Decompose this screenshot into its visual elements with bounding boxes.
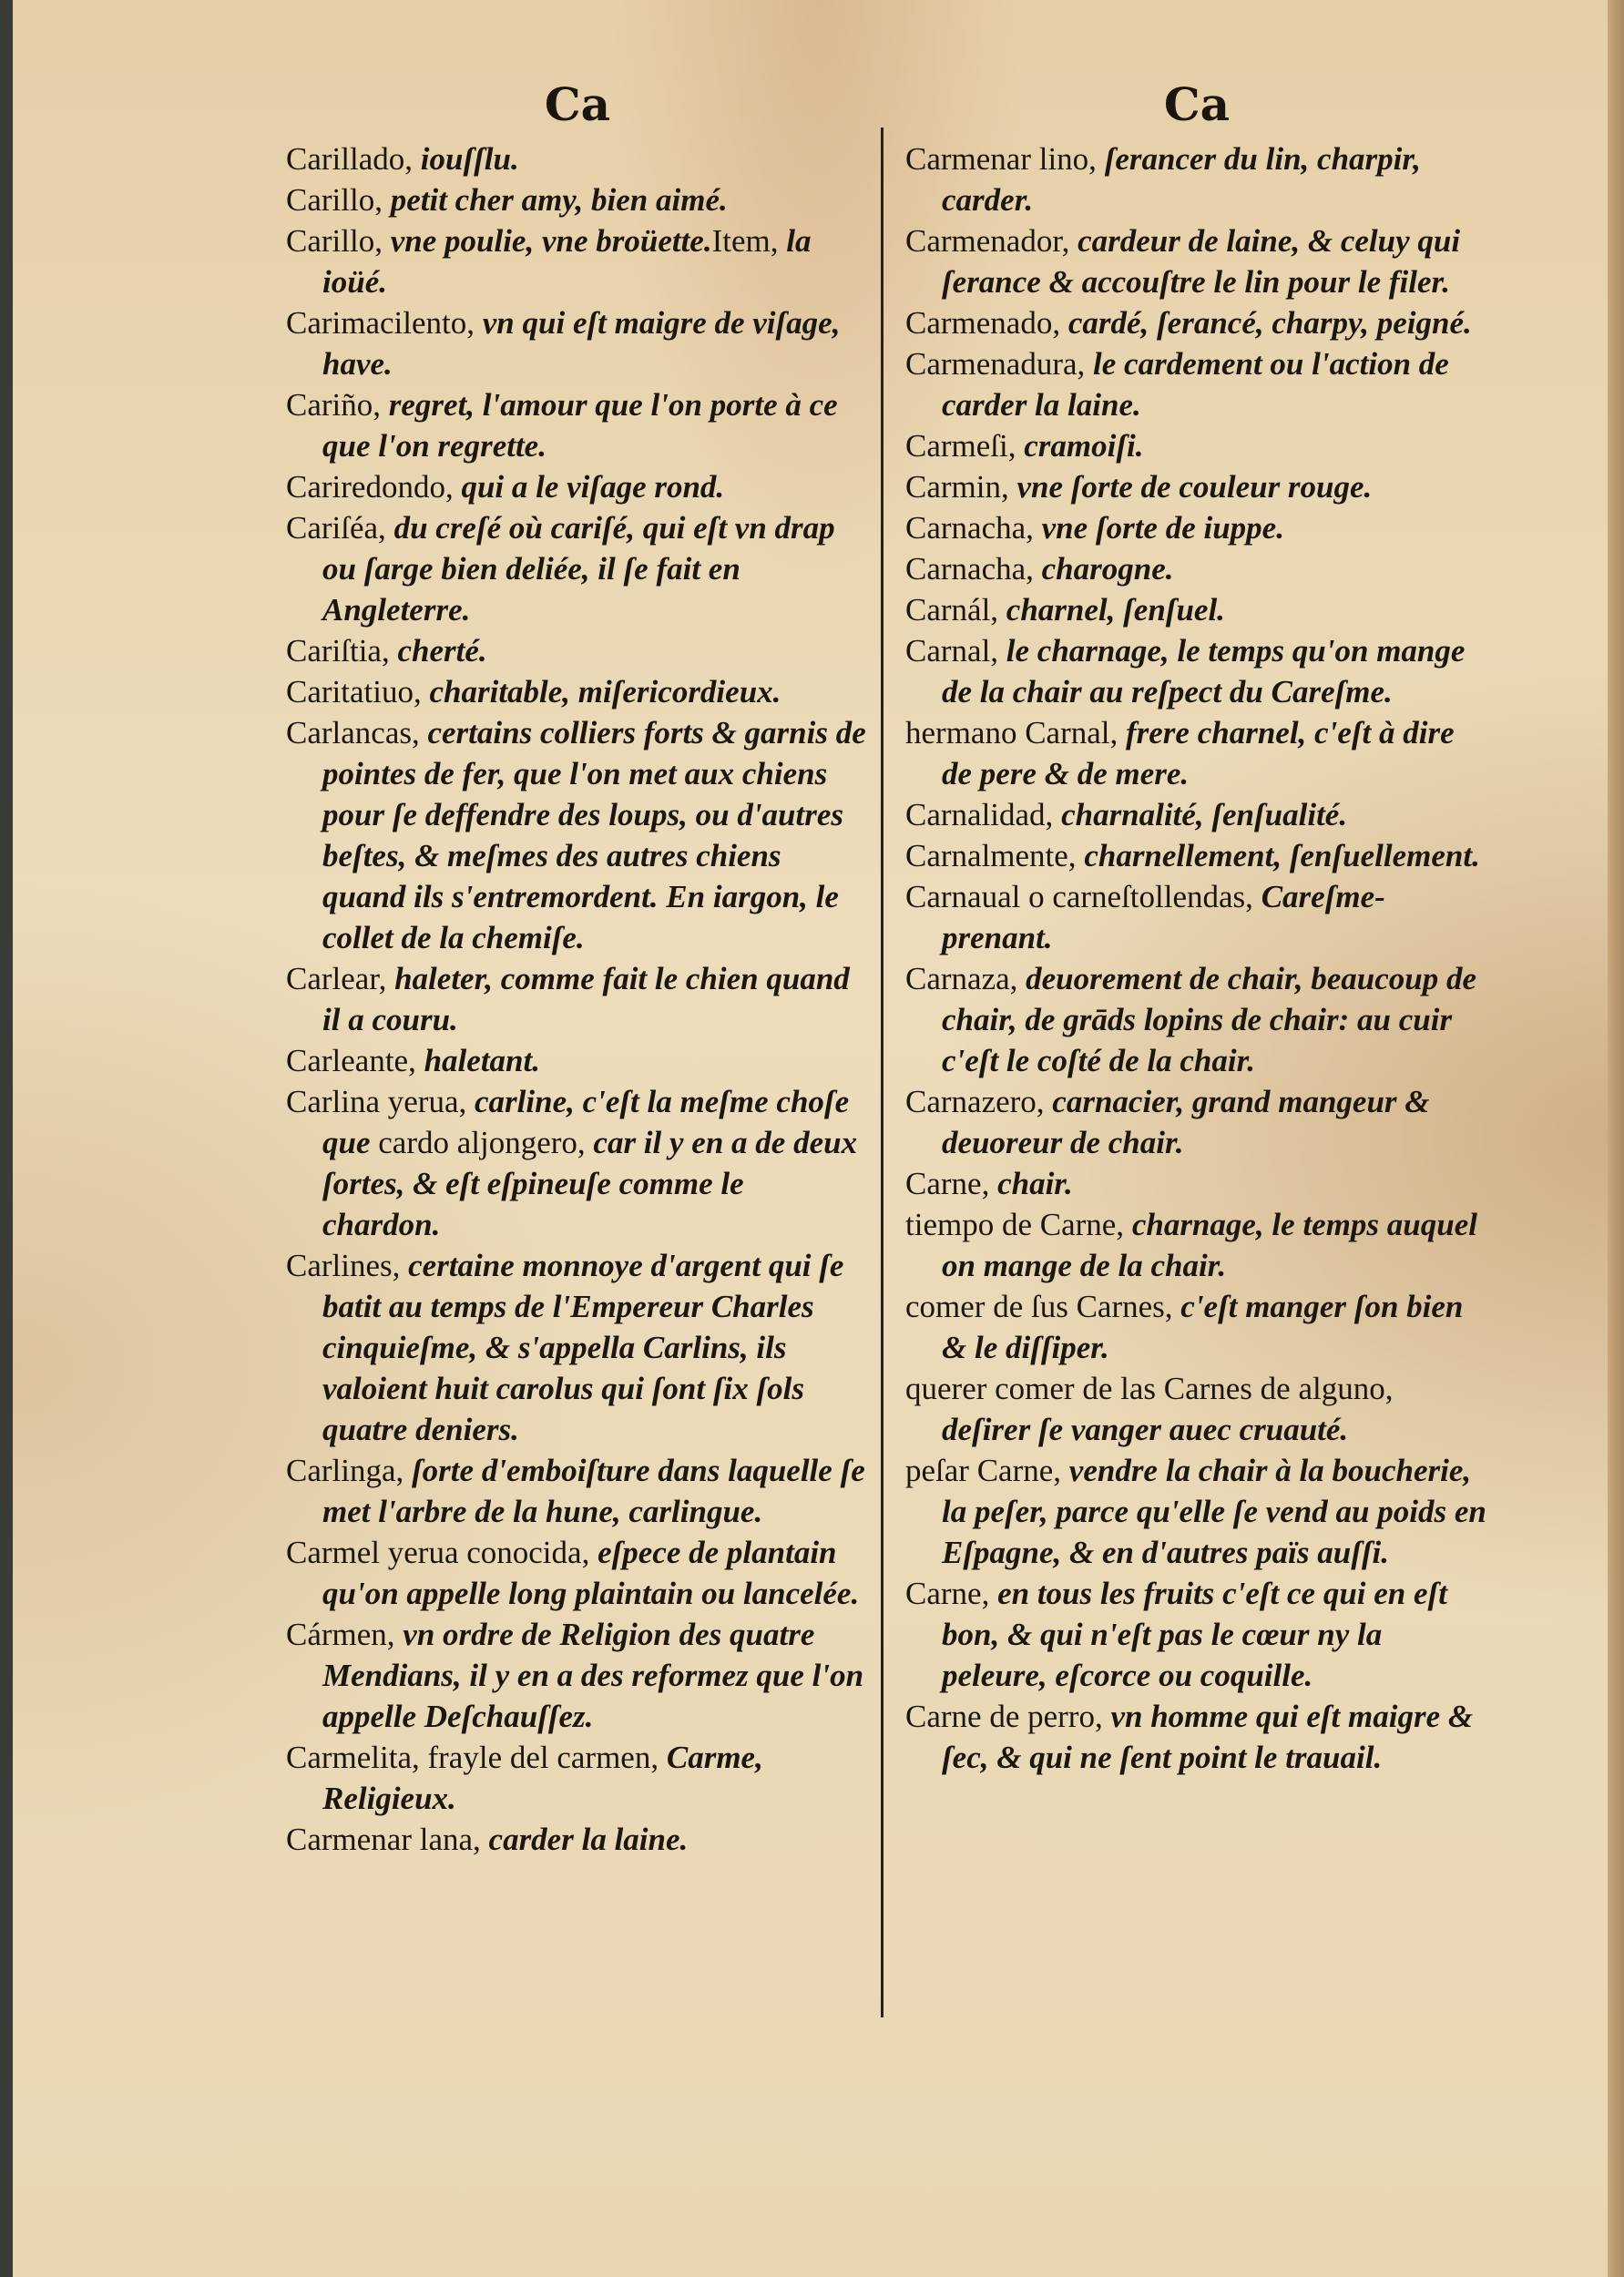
entry-headword: Carillo, xyxy=(286,223,391,259)
dictionary-entry xyxy=(905,548,1488,589)
dictionary-entry xyxy=(905,220,1488,302)
dictionary-entry xyxy=(905,1450,1488,1573)
dictionary-entry xyxy=(905,425,1488,466)
entry-definition: cramoiſi. xyxy=(1024,428,1144,464)
entry-definition: deſirer ſe vanger auec cruauté. xyxy=(942,1412,1349,1447)
entry-headword: comer de ſus Carnes, xyxy=(905,1289,1181,1324)
entry-headword: Carlear, xyxy=(286,961,395,996)
entry-headword: Carnalidad, xyxy=(905,797,1062,832)
entry-definition: Carme, Religieux. xyxy=(322,1740,763,1816)
entry-definition: la ioüé. xyxy=(322,223,812,300)
entry-definition: chair. xyxy=(997,1166,1073,1201)
right-entry-list xyxy=(905,138,1488,1778)
entry-definition: charitable, miſericordieux. xyxy=(429,674,781,710)
entry-definition: charnage, le temps auquel on mange de la chair. xyxy=(942,1207,1477,1283)
entry-headword: Carlines, xyxy=(286,1248,409,1283)
entry-headword: Carne de perro, xyxy=(905,1699,1111,1734)
entry-headword: Carillado, xyxy=(286,141,421,177)
entry-definition: cardeur de laine, & celuy qui ſerance & accouſtre le lin pour le filer. xyxy=(942,223,1461,300)
entry-headword: Carimacilento, xyxy=(286,305,483,341)
dictionary-entry xyxy=(286,1040,869,1081)
entry-definition: cherté. xyxy=(397,633,487,669)
entry-headword: Item, xyxy=(711,223,787,259)
entry-headword: Carmel yerua conocida, xyxy=(286,1535,598,1570)
entry-definition: vn homme qui eſt maigre & ſec, & qui ne ſent point le trauail. xyxy=(942,1699,1474,1775)
entry-headword: Carne, xyxy=(905,1166,998,1201)
entry-headword: Cariſéa, xyxy=(286,510,394,546)
entry-headword: Cariredondo, xyxy=(286,469,462,505)
entry-headword: Carmenado, xyxy=(905,305,1068,341)
right-column xyxy=(905,77,1488,1778)
entry-definition: regret, l'amour que l'on porte à ce que l'on regrette. xyxy=(322,387,838,464)
dictionary-entry xyxy=(286,507,869,630)
entry-headword: Carmenar lana, xyxy=(286,1822,489,1857)
entry-definition: iouſſlu. xyxy=(420,141,519,177)
dictionary-entry xyxy=(905,138,1488,220)
entry-headword: Carmenadura, xyxy=(905,346,1094,382)
dictionary-entry xyxy=(286,220,869,302)
dictionary-entry xyxy=(905,712,1488,794)
dictionary-entry xyxy=(905,589,1488,630)
entry-headword: Carillo, xyxy=(286,182,391,218)
entry-definition: carnacier, grand mangeur & deuoreur de chair. xyxy=(942,1084,1430,1160)
entry-definition: vne ſorte de iuppe. xyxy=(1041,510,1284,546)
dictionary-entry xyxy=(905,1204,1488,1286)
entry-definition: charnel, ſenſuel. xyxy=(1006,592,1225,628)
entry-definition: vne poulie, vne broüette. xyxy=(390,223,712,259)
entry-headword: Cármen, xyxy=(286,1617,403,1652)
entry-headword: Carnaual o carneſtollendas, xyxy=(905,879,1261,914)
dictionary-entry xyxy=(286,712,869,958)
dictionary-entry xyxy=(286,1245,869,1450)
entry-headword: querer comer de las Carnes de alguno, xyxy=(905,1371,1394,1406)
entry-definition: qui a le viſage rond. xyxy=(461,469,725,505)
entry-definition: charnalité, ſenſualité. xyxy=(1061,797,1348,832)
entry-definition: ſerancer du lin, charpir, carder. xyxy=(942,141,1421,218)
entry-headword: Carmenar lino, xyxy=(905,141,1105,177)
dictionary-entry xyxy=(905,835,1488,876)
entry-definition: eſpece de plantain qu'on appelle long plaintain ou lancelée. xyxy=(322,1535,860,1611)
entry-headword: Carmeſi, xyxy=(905,428,1025,464)
dictionary-entry xyxy=(905,1368,1488,1450)
dictionary-entry xyxy=(905,302,1488,343)
dictionary-entry xyxy=(905,466,1488,507)
dictionary-entry xyxy=(905,1163,1488,1204)
dictionary-entry xyxy=(286,1081,869,1245)
entry-definition: le cardement ou l'action de carder la laine. xyxy=(942,346,1449,423)
entry-definition: vendre la chair à la boucherie, la peſer, parce qu'elle ſe vend au poids en Eſpagne, & en d'autres païs auſſi. xyxy=(942,1453,1486,1570)
entry-definition: haletant. xyxy=(424,1043,540,1078)
entry-headword: peſar Carne, xyxy=(905,1453,1069,1488)
entry-definition: du creſé où cariſé, qui eſt vn drap ou ſarge bien deliée, il ſe fait en Angleterre. xyxy=(322,510,835,628)
entry-headword: Carleante, xyxy=(286,1043,424,1078)
entry-headword: Carlinga, xyxy=(286,1453,413,1488)
entry-definition: vn ordre de Religion des quatre Mendians, il y en a des reformez que l'on appelle Deſchauſſez. xyxy=(322,1617,864,1734)
entry-headword: Carlancas, xyxy=(286,715,428,750)
entry-definition: certains colliers forts & garnis de pointes de fer, que l'on met aux chiens pour ſe deffendre des loups, ou d'autres beſtes, & meſmes des autres chiens quand ils s'entremordent. En iargon, le collet de la chemiſe. xyxy=(322,715,866,955)
entry-definition: vn qui eſt maigre de viſage, have. xyxy=(322,305,841,382)
dictionary-entry xyxy=(286,466,869,507)
entry-headword: Carnál, xyxy=(905,592,1006,628)
column-divider xyxy=(881,128,883,2017)
entry-headword: Cariſtia, xyxy=(286,633,398,669)
entry-definition: deuorement de chair, beaucoup de chair, de grāds lopins de chair: au cuir c'eſt le coſté de la chair. xyxy=(942,961,1476,1078)
dictionary-entry xyxy=(286,384,869,466)
dictionary-entry xyxy=(286,1819,869,1860)
entry-definition: certaine monnoye d'argent qui ſe batit au temps de l'Empereur Charles cinquieſme, & s'appella Carlins, ils valoient huit carolus qui ſont ſix ſols quatre deniers. xyxy=(322,1248,844,1447)
entry-headword: Carne, xyxy=(905,1576,998,1611)
entry-definition: Careſme-prenant. xyxy=(942,879,1385,955)
dictionary-entry xyxy=(286,1614,869,1737)
entry-headword: Carnaza, xyxy=(905,961,1026,996)
book-page xyxy=(13,0,1624,2277)
entry-headword: Carmelita, frayle del carmen, xyxy=(286,1740,667,1775)
dictionary-entry xyxy=(286,179,869,220)
entry-headword: Carnalmente, xyxy=(905,838,1085,873)
left-entry-list xyxy=(286,138,869,1860)
entry-definition: carder la laine. xyxy=(488,1822,689,1857)
dictionary-entry xyxy=(905,630,1488,712)
dictionary-entry xyxy=(286,1450,869,1532)
entry-headword: Carlina yerua, xyxy=(286,1084,475,1119)
dictionary-entry xyxy=(905,1286,1488,1368)
page-edge-shadow xyxy=(1608,0,1624,2277)
entry-headword: Carmin, xyxy=(905,469,1017,505)
dictionary-entry xyxy=(286,138,869,179)
dictionary-entry xyxy=(286,302,869,384)
dictionary-entry xyxy=(905,1696,1488,1778)
entry-definition: car il y en a de deux ſortes, & eſt eſpineuſe comme le chardon. xyxy=(322,1125,858,1242)
entry-definition: en tous les fruits c'eſt ce qui en eſt bon, & qui n'eſt pas le cœur ny la peleure, eſcorce ou coquille. xyxy=(942,1576,1447,1693)
dictionary-entry xyxy=(905,1081,1488,1163)
dictionary-entry xyxy=(905,1573,1488,1696)
dictionary-entry xyxy=(286,671,869,712)
entry-headword: Carnazero, xyxy=(905,1084,1053,1119)
dictionary-entry xyxy=(286,1737,869,1819)
entry-definition: frere charnel, c'eſt à dire de pere & de mere. xyxy=(942,715,1455,791)
entry-definition: charnellement, ſenſuellement. xyxy=(1084,838,1480,873)
dictionary-entry xyxy=(905,507,1488,548)
entry-headword: Carnacha, xyxy=(905,551,1042,587)
entry-definition: haleter, comme fait le chien quand il a couru. xyxy=(322,961,850,1037)
entry-headword: Carmenador, xyxy=(905,223,1078,259)
entry-headword: cardo aljongero, xyxy=(370,1125,594,1160)
dictionary-entry xyxy=(905,876,1488,958)
entry-headword: Caritatiuo, xyxy=(286,674,430,710)
entry-definition: carline, c'eſt la meſme choſe que xyxy=(322,1084,850,1160)
dictionary-entry xyxy=(905,958,1488,1081)
entry-definition: ſorte d'emboiſture dans laquelle ſe met l'arbre de la hune, carlingue. xyxy=(322,1453,865,1529)
dictionary-entry xyxy=(905,343,1488,425)
right-running-header: Ca xyxy=(1163,77,1231,131)
entry-headword: Cariño, xyxy=(286,387,389,423)
dictionary-entry xyxy=(286,630,869,671)
entry-headword: hermano Carnal, xyxy=(905,715,1126,750)
entry-headword: tiempo de Carne, xyxy=(905,1207,1132,1242)
entry-headword: Carnacha, xyxy=(905,510,1042,546)
entry-definition: petit cher amy, bien aimé. xyxy=(390,182,728,218)
entry-definition: cardé, ſerancé, charpy, peigné. xyxy=(1067,305,1472,341)
entry-definition: le charnage, le temps qu'on mange de la chair au reſpect du Careſme. xyxy=(942,633,1466,710)
entry-headword: Carnal, xyxy=(905,633,1006,669)
left-column xyxy=(286,77,869,1860)
entry-definition: c'eſt manger ſon bien & le diſſiper. xyxy=(942,1289,1464,1365)
entry-definition: vne ſorte de couleur rouge. xyxy=(1016,469,1373,505)
left-running-header: Ca xyxy=(544,77,611,131)
entry-definition: charogne. xyxy=(1041,551,1174,587)
dictionary-entry xyxy=(286,958,869,1040)
dictionary-entry xyxy=(286,1532,869,1614)
dictionary-entry xyxy=(905,794,1488,835)
